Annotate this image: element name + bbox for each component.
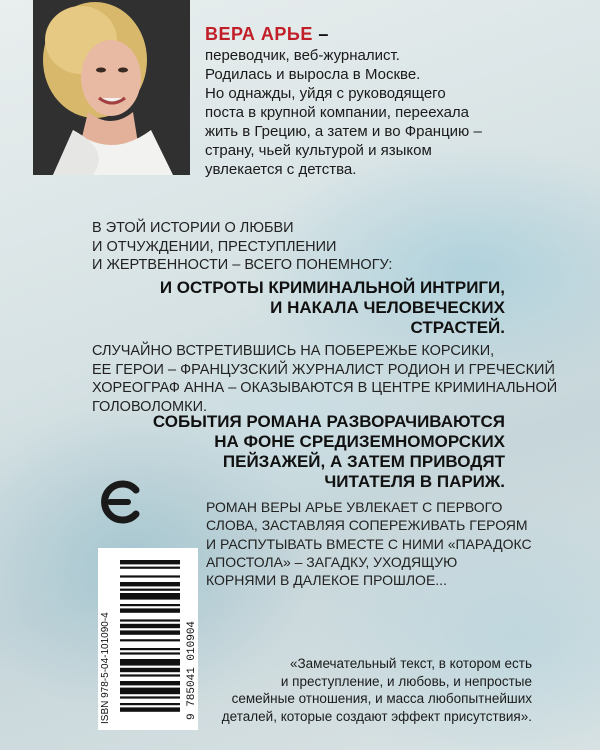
highlight-line: ПЕЙЗАЖЕЙ, А ЗАТЕМ ПРИВОДЯТ [222, 452, 505, 471]
author-heading [205, 24, 329, 45]
bio-line: страну, чьей культурой и языком [205, 142, 432, 159]
intro-paragraph [92, 219, 512, 275]
closing-line: КОРНЯМИ В ДАЛЕКОЕ ПРОШЛОЕ... [206, 572, 447, 589]
highlight-setting [153, 412, 505, 492]
barcode-bar [120, 560, 180, 564]
author-name: ВЕРА АРЬЕ [205, 24, 313, 44]
barcode-bar [120, 567, 180, 569]
quote-line: и преступление, и любовь, и непростые [280, 673, 532, 689]
bio-line: жить в Грецию, а затем и во Францию – [205, 123, 482, 140]
isbn-text: ISBN 978-5-04-101090-4 [100, 612, 111, 724]
barcode-bar [120, 681, 180, 685]
barcode-digits: 9 785041 010904 [186, 620, 198, 720]
publisher-logo-icon [98, 476, 142, 528]
barcode-bar [120, 619, 180, 621]
closing-line: СЛОВА, ЗАСТАВЛЯЯ СОПЕРЕЖИВАТЬ ГЕРОЯМ [206, 517, 528, 534]
barcode-bar [120, 696, 180, 698]
barcode-bar [120, 639, 180, 641]
barcode-bar [120, 575, 180, 577]
barcode-bar [120, 630, 180, 634]
barcode-bar [120, 652, 180, 654]
intro-line: И ЖЕРТВЕННОСТИ – ВСЕГО ПОНЕМНОГУ: [92, 257, 393, 273]
barcode-bar [120, 688, 180, 695]
highlight-line: И НАКАЛА ЧЕЛОВЕЧЕСКИХ [270, 298, 505, 317]
closing-paragraph [206, 498, 536, 589]
barcode-bar [120, 648, 180, 650]
barcode-bar [120, 589, 180, 591]
barcode-bar [120, 608, 180, 612]
bio-line: Родилась и выросла в Москве. [205, 66, 421, 83]
review-quote [212, 655, 532, 725]
plot-paragraph [92, 342, 558, 416]
plot-line: ГОЛОВОЛОМКИ. [92, 398, 208, 415]
plot-line: СЛУЧАЙНО ВСТРЕТИВШИСЬ НА ПОБЕРЕЖЬЕ КОРСИКИ, [92, 343, 495, 359]
bio-line: увлекается с детства. [205, 161, 357, 178]
barcode-bar [120, 668, 180, 672]
highlight-line: НА ФОНЕ СРЕДИЗЕМНОМОРСКИХ [214, 432, 505, 451]
highlight-line: И ОСТРОТЫ КРИМИНАЛЬНОЙ ИНТРИГИ, [159, 278, 505, 297]
highlight-intrigue [160, 278, 505, 338]
author-dash: – [312, 24, 329, 44]
quote-line: «Замечательный текст, в котором есть [290, 656, 532, 671]
barcode-bar [120, 582, 180, 586]
highlight-line: СОБЫТИЯ РОМАНА РАЗВОРАЧИВАЮТСЯ [152, 412, 505, 431]
intro-line: В ЭТОЙ ИСТОРИИ О ЛЮБВИ [92, 220, 294, 236]
bio-line: переводчик, веб-журналист. [205, 47, 400, 64]
author-bio [205, 46, 585, 179]
barcode-bar [120, 659, 180, 666]
isbn-barcode [98, 548, 198, 730]
bio-line: поста в крупной компании, переехала [205, 104, 470, 121]
plot-line: ЕЕ ГЕРОИ – ФРАНЦУЗСКИЙ ЖУРНАЛИСТ РОДИОН И ГРЕЧЕСКИЙ [92, 361, 555, 378]
barcode-bar [120, 703, 180, 705]
highlight-line: ЧИТАТЕЛЯ В ПАРИЖ. [324, 472, 505, 491]
barcode-bar [120, 707, 180, 711]
closing-line: РОМАН ВЕРЫ АРЬЕ УВЛЕКАЕТ С ПЕРВОГО [206, 499, 503, 515]
barcode-bar [120, 604, 180, 606]
barcode-bar [120, 593, 180, 600]
plot-line: ХОРЕОГРАФ АННА – ОКАЗЫВАЮТСЯ В ЦЕНТРЕ КРИМИНАЛЬНОЙ [92, 380, 558, 396]
author-photo [33, 0, 190, 175]
bio-line: Но однажды, уйдя с руководящего [205, 85, 446, 102]
barcode-bar [120, 674, 180, 676]
closing-line: И РАСПУТЫВАТЬ ВМЕСТЕ С НИМИ «ПАРАДОКС [206, 535, 532, 552]
highlight-line: СТРАСТЕЙ. [410, 318, 505, 337]
quote-line: деталей, которые создают эффект присутствия». [221, 708, 532, 724]
barcode-bar [120, 624, 180, 628]
quote-line: семейные отношения, и масса любопытнейших [231, 691, 532, 706]
intro-line: И ОТЧУЖДЕНИИ, ПРЕСТУПЛЕНИИ [92, 238, 337, 255]
closing-line: АПОСТОЛА» – ЗАГАДКУ, УХОДЯЩУЮ [206, 553, 458, 570]
